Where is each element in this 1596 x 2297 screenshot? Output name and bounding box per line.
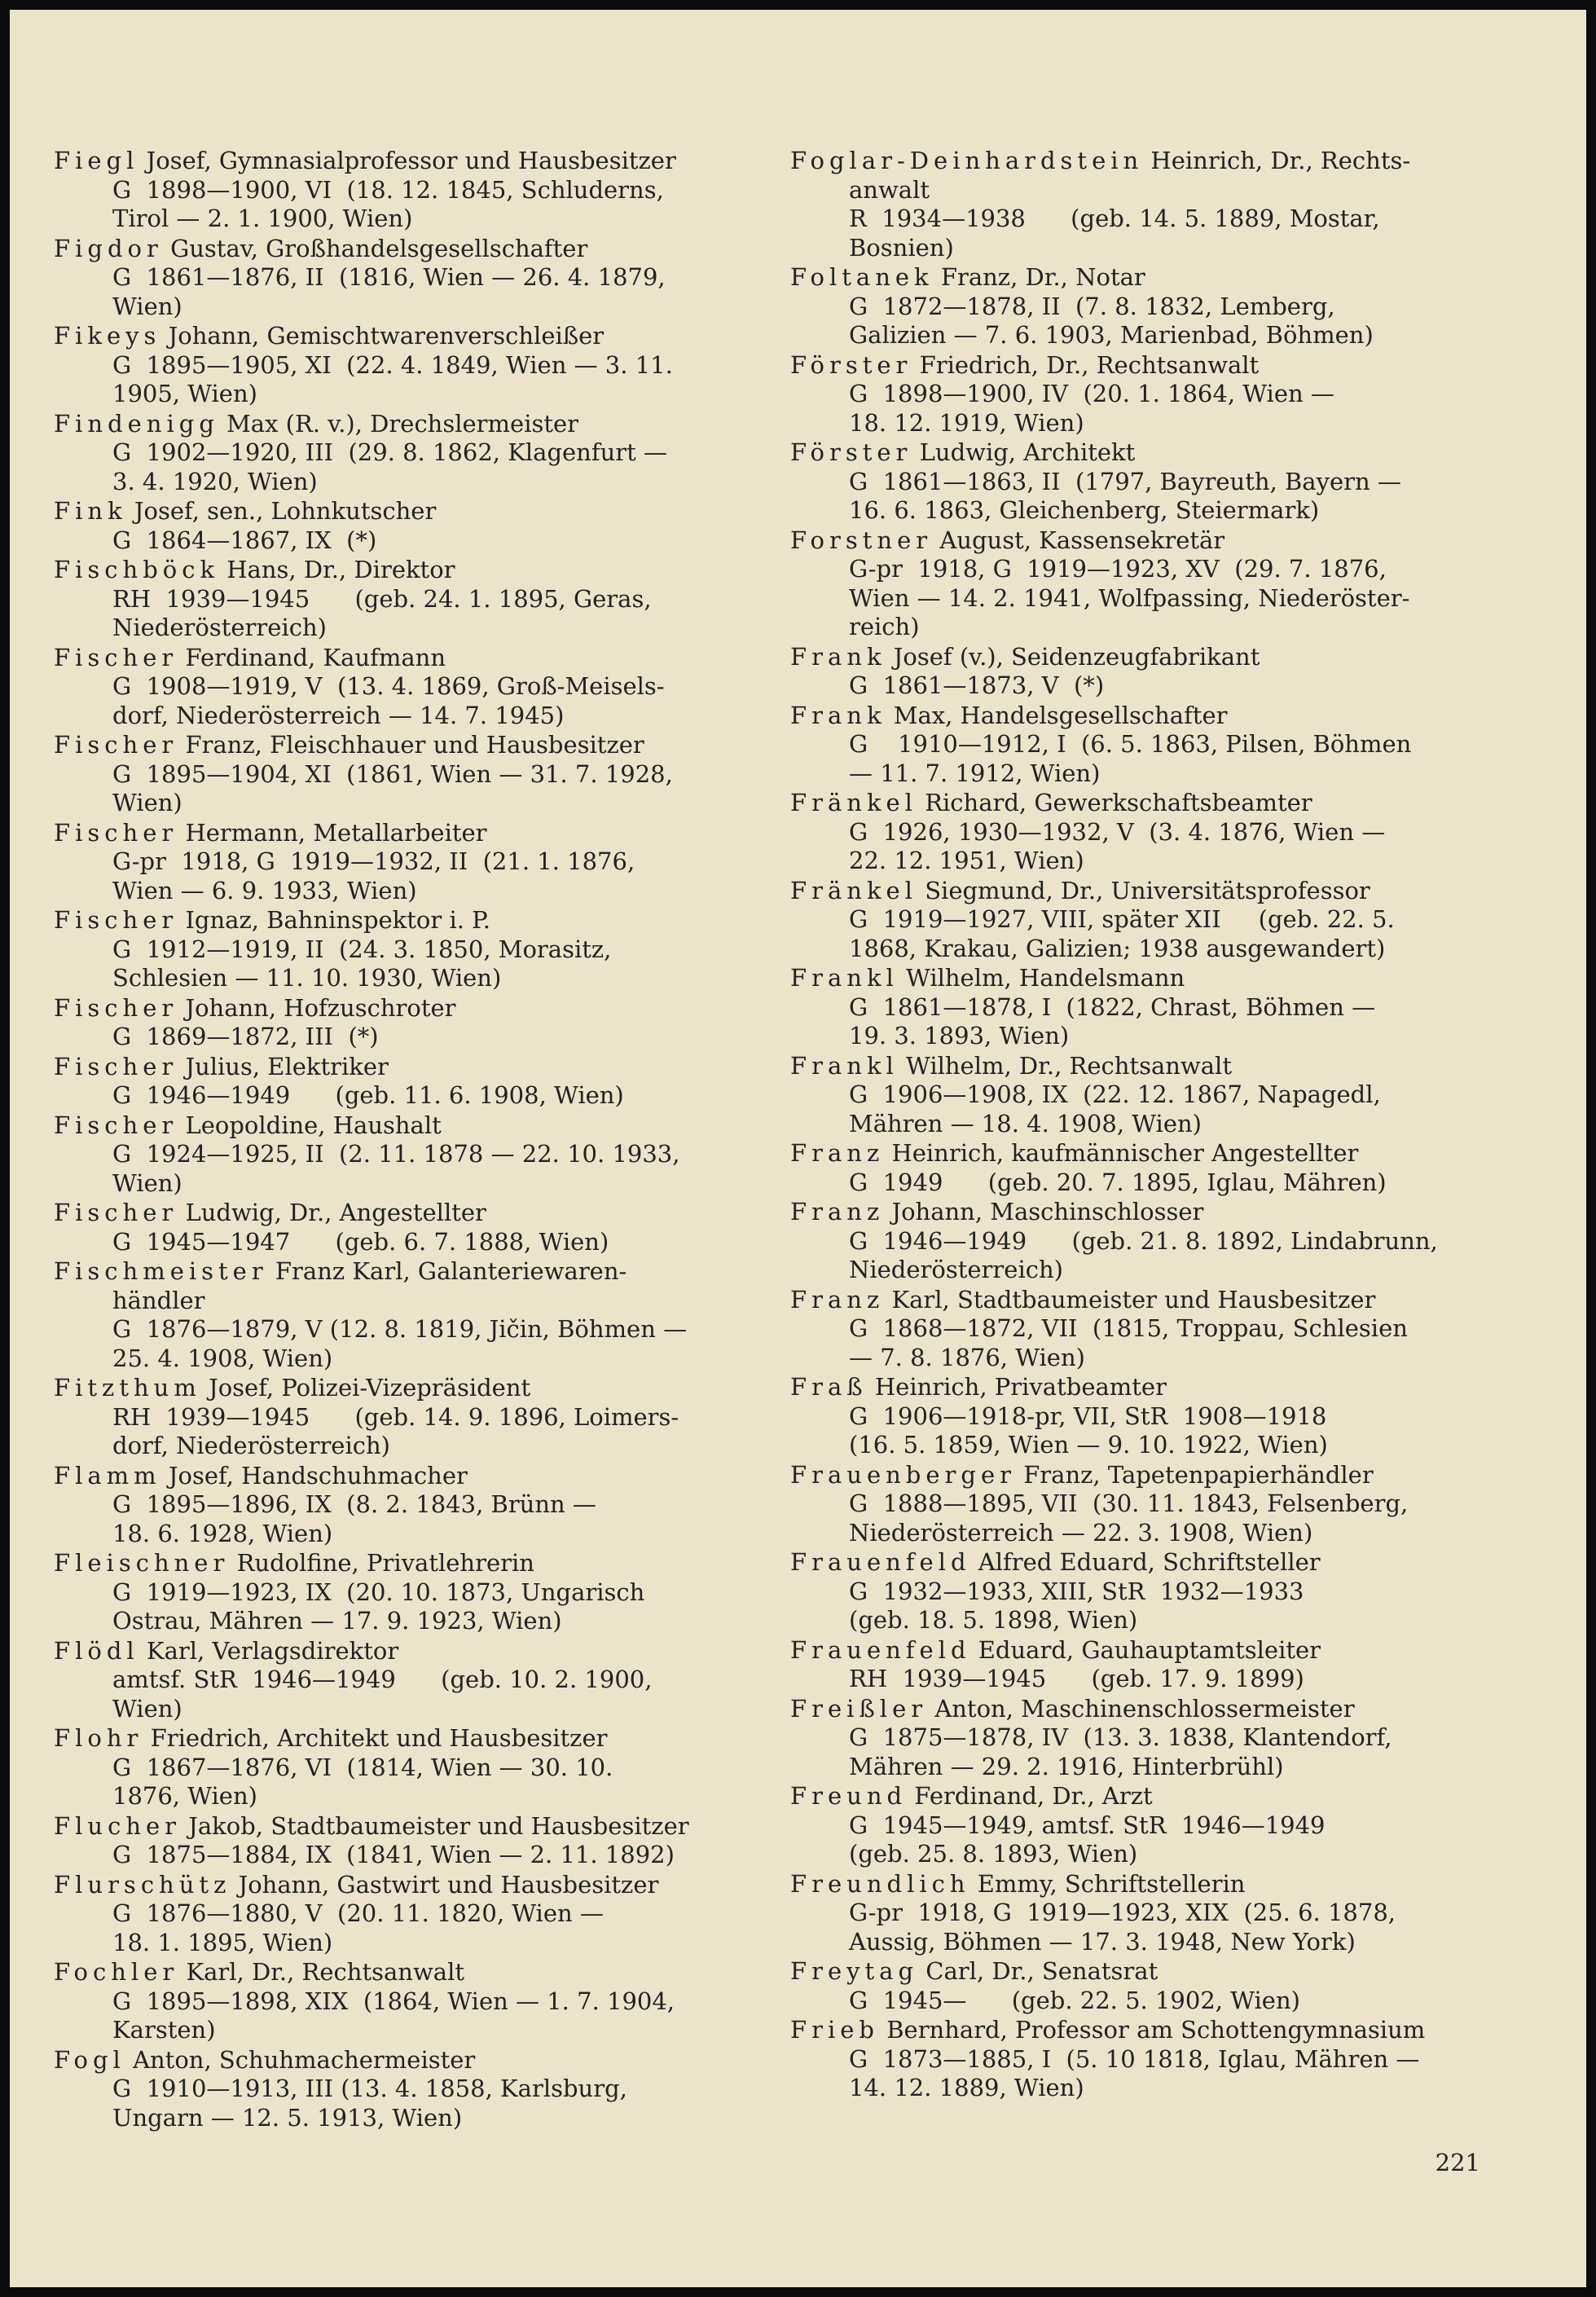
entry-surname: Flamm [54, 1461, 161, 1490]
entry-detail-line: händler [112, 1286, 205, 1314]
entry-heading [54, 731, 771, 760]
directory-entry [790, 2016, 1507, 2103]
entry-heading [54, 556, 771, 585]
entry-surname: Franz [790, 1139, 885, 1167]
directory-entry [54, 322, 771, 409]
entry-detail-line: G 1888—1895, VII (30. 11. 1843, Felsenberg, [849, 1490, 1409, 1517]
entry-description: Ferdinand, Dr., Arzt [914, 1782, 1153, 1810]
entry-heading [54, 1871, 771, 1900]
entry-detail-line: G 1873—1885, I (5. 10 1818, Iglau, Mähren — [849, 2044, 1420, 2073]
directory-entry [790, 351, 1507, 438]
entry-heading [790, 1198, 1507, 1227]
entry-detail-line: 25. 4. 1908, Wien) [112, 1344, 333, 1372]
entry-detail-line: dorf, Niederösterreich) [112, 1432, 390, 1459]
entry-detail-line: R 1934—1938 (geb. 14. 5. 1889, Mostar, [849, 205, 1380, 232]
entry-detail-line: 1876, Wien) [112, 1782, 257, 1810]
entry-detail-line: G 1861—1863, II (1797, Bayreuth, Bayern — [849, 467, 1401, 495]
entry-description: Ludwig, Architekt [919, 438, 1136, 466]
directory-entry [790, 147, 1507, 262]
entry-detail-line: G 1919—1923, IX (20. 10. 1873, Ungarisch [112, 1578, 645, 1606]
entry-description: Josef, Gymnasialprofessor und Hausbesitzer [146, 147, 676, 174]
entry-heading [54, 1958, 771, 1987]
entry-detail-line: G 1875—1884, IX (1841, Wien — 2. 11. 1892) [112, 1841, 675, 1868]
entry-surname: Fischer [54, 1111, 178, 1139]
entry-detail-line: G 1910—1913, III (13. 4. 1858, Karlsburg, [112, 2075, 627, 2102]
entry-detail-line: G 1945—1947 (geb. 6. 7. 1888, Wien) [112, 1227, 609, 1256]
entry-surname: Frank [790, 642, 886, 671]
entry-surname: Flurschütz [54, 1870, 231, 1899]
entry-surname: Fikeys [54, 322, 161, 350]
entry-detail-line: 18. 6. 1928, Wien) [112, 1519, 333, 1547]
entry-detail-line: (geb. 25. 8. 1893, Wien) [849, 1840, 1138, 1868]
entry-detail-line: RH 1939—1945 (geb. 17. 9. 1899) [849, 1665, 1304, 1692]
entry-surname: Förster [790, 350, 912, 379]
entry-detail-line: G 1908—1919, V (13. 4. 1869, Groß-Meisels- [112, 672, 665, 700]
entry-surname: Fink [54, 497, 127, 525]
entry-surname: Förster [790, 438, 912, 466]
entry-detail-line: G 1902—1920, III (29. 8. 1862, Klagenfurt — [112, 438, 668, 466]
entry-detail-line: Wien — 14. 2. 1941, Wolfpassing, Niederöster- [849, 583, 1410, 612]
entry-detail-line: Wien) [112, 1694, 182, 1723]
entry-detail-line: G-pr 1918, G 1919—1923, XV (29. 7. 1876, [849, 555, 1387, 583]
directory-entry [54, 1053, 771, 1111]
entry-detail-line: 1868, Krakau, Galizien; 1938 ausgewandert) [849, 934, 1386, 962]
entry-surname: Foglar-Deinhardstein [790, 147, 1144, 174]
entry-description: Heinrich, Dr., Rechts- [1150, 147, 1411, 174]
entry-detail-line: G 1869—1872, III (*) [112, 1023, 379, 1050]
directory-entry [790, 789, 1507, 876]
entry-surname: Fischer [54, 993, 178, 1022]
entry-surname: Fränkel [790, 876, 917, 904]
entry-description: Rudolfine, Privatlehrerin [236, 1549, 534, 1577]
entry-surname: Frank [790, 701, 886, 729]
entry-detail-line: anwalt [849, 175, 930, 204]
entry-surname: Fischer [54, 906, 178, 934]
entry-surname: Freißler [790, 1694, 928, 1723]
directory-entry [790, 1139, 1507, 1197]
entry-description: Karl, Stadtbaumeister und Hausbesitzer [891, 1285, 1376, 1314]
entry-detail-line: G 1910—1912, I (6. 5. 1863, Pilsen, Böhmen [849, 730, 1412, 758]
entry-surname: Freund [790, 1782, 908, 1810]
entry-surname: Findenigg [54, 409, 219, 438]
directory-entry [54, 731, 771, 818]
entry-surname: Flödl [54, 1636, 139, 1665]
directory-entry [790, 263, 1507, 350]
directory-entry [790, 526, 1507, 642]
entry-heading [790, 1870, 1507, 1899]
directory-entry [54, 644, 771, 731]
entry-surname: Fitzthum [54, 1374, 201, 1402]
entry-detail-line: G 1868—1872, VII (1815, Troppau, Schlesien [849, 1314, 1408, 1342]
entry-detail-line: Karsten) [112, 2016, 216, 2044]
entry-description: Julius, Elektriker [185, 1052, 389, 1080]
entry-detail-line: G 1919—1927, VIII, später XII (geb. 22. 5. [849, 905, 1395, 933]
entry-description: Heinrich, kaufmännischer Angestellter [891, 1139, 1359, 1167]
entry-heading [54, 1199, 771, 1228]
entry-detail-line: Bosnien) [849, 233, 954, 262]
entry-heading [790, 1052, 1507, 1081]
entry-detail-line: RH 1939—1945 (geb. 14. 9. 1896, Loimers- [112, 1402, 679, 1431]
entry-detail-line: Ungarn — 12. 5. 1913, Wien) [112, 2103, 463, 2132]
directory-entry [54, 556, 771, 643]
entry-detail-line: G 1895—1905, XI (22. 4. 1849, Wien — 3. 11. [112, 350, 673, 379]
entry-detail-line: — 11. 7. 1912, Wien) [849, 759, 1101, 787]
directory-entry [54, 2046, 771, 2133]
entry-description: Franz Karl, Galanteriewaren- [275, 1257, 627, 1285]
entry-surname: Freundlich [790, 1869, 970, 1898]
directory-entry [54, 1199, 771, 1256]
entry-detail-line: (16. 5. 1859, Wien — 9. 10. 1922, Wien) [849, 1431, 1328, 1459]
entry-heading [54, 1549, 771, 1578]
entry-surname: Franz [790, 1198, 885, 1226]
entry-description: Max (R. v.), Drechslermeister [226, 409, 579, 438]
entry-detail-line: Mähren — 29. 2. 1916, Hinterbrühl) [849, 1752, 1284, 1780]
directory-entry [790, 1198, 1507, 1285]
directory-entry [54, 1111, 771, 1199]
entry-detail-line: G 1861—1873, V (*) [849, 671, 1105, 699]
entry-heading [790, 526, 1507, 556]
entry-heading [54, 994, 771, 1023]
entry-heading [54, 1257, 771, 1287]
entry-description: Ludwig, Dr., Angestellter [185, 1199, 486, 1226]
entry-surname: Figdor [54, 234, 163, 262]
directory-entry [54, 1871, 771, 1958]
directory-entry [54, 1374, 771, 1461]
entry-heading [54, 1462, 771, 1491]
entry-description: Josef, Handschuhmacher [168, 1461, 468, 1490]
entry-heading [54, 497, 771, 526]
entry-detail-line: Niederösterreich — 22. 3. 1908, Wien) [849, 1518, 1313, 1547]
entry-surname: Foltanek [790, 263, 934, 291]
entry-surname: Frieb [790, 2016, 879, 2044]
entry-detail-line: G 1946—1949 (geb. 11. 6. 1908, Wien) [112, 1081, 624, 1109]
entry-surname: Fischmeister [54, 1257, 268, 1285]
entry-detail-line: G 1876—1880, V (20. 11. 1820, Wien — [112, 1899, 604, 1927]
left-column [54, 147, 771, 2133]
entry-heading [790, 1373, 1507, 1402]
entry-heading [54, 235, 771, 264]
entry-heading [790, 1461, 1507, 1490]
entry-heading [54, 1374, 771, 1403]
entry-detail-line: G 1895—1898, XIX (1864, Wien — 1. 7. 1904, [112, 1987, 675, 2015]
entry-detail-line: G 1867—1876, VI (1814, Wien — 30. 10. [112, 1753, 613, 1781]
entry-detail-line: 18. 1. 1895, Wien) [112, 1928, 333, 1956]
entry-surname: Forstner [790, 526, 933, 554]
entry-heading [790, 1139, 1507, 1168]
entry-heading [54, 1637, 771, 1666]
entry-description: Franz, Dr., Notar [940, 263, 1145, 291]
entry-detail-line: Ostrau, Mähren — 17. 9. 1923, Wien) [112, 1607, 562, 1635]
entry-description: Ignaz, Bahninspektor i. P. [185, 906, 491, 934]
entry-detail-line: G 1932—1933, XIII, StR 1932—1933 [849, 1577, 1304, 1605]
entry-surname: Fränkel [790, 789, 917, 816]
entry-detail-line: G-pr 1918, G 1919—1932, II (21. 1. 1876, [112, 847, 635, 875]
entry-surname: Fischer [54, 1199, 178, 1226]
entry-description: Ferdinand, Kaufmann [185, 643, 446, 671]
entry-detail-line: G 1895—1904, XI (1861, Wien — 31. 7. 1928, [112, 759, 673, 788]
entry-heading [54, 1724, 771, 1754]
entry-detail-line: G 1861—1878, I (1822, Chrast, Böhmen — [849, 992, 1376, 1021]
directory-entry [54, 1812, 771, 1870]
entry-description: Leopoldine, Haushalt [185, 1111, 442, 1139]
entry-heading [54, 1111, 771, 1141]
entry-surname: Freytag [790, 1957, 919, 1985]
directory-entry [790, 1957, 1507, 2015]
directory-entry [790, 1636, 1507, 1694]
entry-description: August, Kassensekretär [939, 526, 1225, 554]
directory-entry [54, 1257, 771, 1373]
directory-entry [54, 1958, 771, 2045]
entry-detail-line: 22. 12. 1951, Wien) [849, 847, 1084, 874]
entry-detail-line: G 1949 (geb. 20. 7. 1895, Iglau, Mähren) [849, 1168, 1387, 1196]
entry-description: Anton, Schuhmachermeister [133, 2045, 476, 2074]
entry-heading [54, 644, 771, 673]
directory-entry [54, 819, 771, 906]
entry-description: Hans, Dr., Direktor [226, 556, 455, 583]
entry-description: Johann, Hofzuschroter [185, 993, 456, 1022]
entry-description: Eduard, Gauhauptamtsleiter [978, 1635, 1321, 1664]
entry-heading [790, 438, 1507, 468]
entry-detail-line: 18. 12. 1919, Wien) [849, 408, 1084, 437]
entry-description: Josef, sen., Lohnkutscher [134, 497, 437, 525]
entry-description: Friedrich, Dr., Rechtsanwalt [919, 350, 1260, 379]
directory-entry [790, 1782, 1507, 1869]
entry-surname: Flohr [54, 1724, 143, 1752]
entry-detail-line: RH 1939—1945 (geb. 24. 1. 1895, Geras, [112, 584, 652, 613]
entry-detail-line: G-pr 1918, G 1919—1923, XIX (25. 6. 1878, [849, 1899, 1396, 1926]
entry-description: Franz, Tapetenpapierhändler [1023, 1460, 1374, 1489]
entry-heading [54, 410, 771, 439]
entry-description: Wilhelm, Dr., Rechtsanwalt [906, 1051, 1232, 1080]
entry-detail-line: 16. 6. 1863, Gleichenberg, Steiermark) [849, 496, 1320, 524]
directory-entry [790, 643, 1507, 701]
directory-entry [790, 1052, 1507, 1139]
directory-entry [54, 1549, 771, 1636]
entry-detail-line: Galizien — 7. 6. 1903, Marienbad, Böhmen) [849, 321, 1374, 349]
entry-surname: Frankl [790, 1051, 899, 1080]
directory-entry [790, 1695, 1507, 1782]
entry-surname: Fochler [54, 1958, 179, 1986]
entry-description: Johann, Gastwirt und Hausbesitzer [238, 1870, 659, 1899]
entry-description: Jakob, Stadtbaumeister und Hausbesitzer [188, 1811, 689, 1840]
entry-detail-line: Tirol — 2. 1. 1900, Wien) [112, 205, 413, 232]
entry-surname: Fraß [790, 1373, 868, 1401]
entry-surname: Fischer [54, 818, 178, 847]
entry-heading [790, 643, 1507, 672]
entry-detail-line: G 1876—1879, V (12. 8. 1819, Jičin, Böhmen — [112, 1315, 688, 1343]
entry-heading [790, 877, 1507, 906]
entry-detail-line: Niederösterreich) [849, 1256, 1063, 1283]
entry-detail-line: Aussig, Böhmen — 17. 3. 1948, New York) [849, 1927, 1356, 1956]
directory-entry [54, 497, 771, 555]
entry-detail-line: Wien — 6. 9. 1933, Wien) [112, 876, 417, 904]
entry-heading [54, 906, 771, 935]
directory-entry [790, 877, 1507, 964]
entry-detail-line: G 1898—1900, VI (18. 12. 1845, Schluderns, [112, 175, 664, 204]
entry-surname: Fischböck [54, 556, 220, 583]
entry-description: Karl, Dr., Rechtsanwalt [186, 1958, 465, 1986]
directory-entry [790, 702, 1507, 789]
entry-description: Max, Handelsgesellschafter [893, 701, 1228, 729]
entry-heading [790, 1695, 1507, 1724]
entry-detail-line: G 1861—1876, II (1816, Wien — 26. 4. 1879, [112, 263, 666, 291]
entry-detail-line: G 1945— (geb. 22. 5. 1902, Wien) [849, 1986, 1300, 2014]
entry-description: Emmy, Schriftstellerin [977, 1869, 1246, 1898]
entry-description: Karl, Verlagsdirektor [146, 1636, 399, 1665]
entry-detail-line: dorf, Niederösterreich — 14. 7. 1945) [112, 701, 565, 729]
entry-surname: Fischer [54, 731, 178, 759]
entry-description: Friedrich, Architekt und Hausbesitzer [150, 1724, 608, 1752]
entry-detail-line: Mähren — 18. 4. 1908, Wien) [849, 1109, 1202, 1137]
page-number: 221 [1435, 2149, 1480, 2176]
entry-heading [54, 147, 771, 176]
entry-heading [54, 819, 771, 848]
entry-heading [790, 1548, 1507, 1578]
directory-entry [790, 1461, 1507, 1548]
entry-surname: Fiegl [54, 147, 139, 174]
entry-heading [54, 1053, 771, 1082]
entry-surname: Frankl [790, 964, 899, 992]
entry-heading [790, 147, 1507, 176]
entry-surname: Franz [790, 1285, 885, 1314]
entry-detail-line: G 1945—1949, amtsf. StR 1946—1949 [849, 1811, 1326, 1839]
entry-description: Hermann, Metallarbeiter [185, 818, 487, 847]
directory-entry [790, 1286, 1507, 1373]
directory-entry [54, 994, 771, 1052]
entry-description: Anton, Maschinenschlossermeister [934, 1694, 1355, 1723]
entry-detail-line: Wien) [112, 789, 182, 816]
entry-heading [790, 1636, 1507, 1666]
entry-detail-line: Wien) [112, 1168, 182, 1197]
directory-entry [790, 1373, 1507, 1460]
entry-detail-line: G 1898—1900, IV (20. 1. 1864, Wien — [849, 380, 1334, 407]
entry-heading [54, 1812, 771, 1842]
entry-surname: Fischer [54, 1052, 178, 1080]
entry-heading [790, 1782, 1507, 1811]
entry-detail-line: G 1895—1896, IX (8. 2. 1843, Brünn — [112, 1490, 596, 1518]
entry-detail-line: — 7. 8. 1876, Wien) [849, 1343, 1085, 1371]
entry-description: Josef (v.), Seidenzeugfabrikant [893, 642, 1260, 671]
directory-entry [54, 1724, 771, 1811]
entry-detail-line: Schlesien — 11. 10. 1930, Wien) [112, 964, 502, 992]
entry-description: Franz, Fleischhauer und Hausbesitzer [185, 731, 644, 759]
entry-description: Johann, Maschinschlosser [891, 1198, 1204, 1226]
entry-description: Heinrich, Privatbeamter [874, 1373, 1167, 1401]
entry-surname: Flucher [54, 1811, 182, 1840]
entry-heading [790, 702, 1507, 731]
entry-detail-line: G 1875—1878, IV (13. 3. 1838, Klantendorf, [849, 1723, 1392, 1751]
entry-description: Siegmund, Dr., Universitätsprofessor [925, 876, 1370, 904]
directory-entry [790, 964, 1507, 1051]
directory-entry [54, 1637, 771, 1724]
entry-description: Gustav, Großhandelsgesellschafter [170, 234, 588, 262]
entry-surname: Fleischner [54, 1549, 230, 1577]
entry-heading [54, 2046, 771, 2075]
entry-heading [790, 964, 1507, 993]
entry-detail-line: G 1946—1949 (geb. 21. 8. 1892, Lindabrunn, [849, 1226, 1438, 1255]
entry-heading [790, 1957, 1507, 1987]
entry-detail-line: G 1926, 1930—1932, V (3. 4. 1876, Wien — [849, 817, 1386, 846]
directory-entry [790, 1870, 1507, 1957]
entry-description: Richard, Gewerkschaftsbeamter [925, 789, 1312, 816]
entry-detail-line: (geb. 18. 5. 1898, Wien) [849, 1606, 1138, 1634]
right-column [790, 147, 1507, 2104]
entry-detail-line: G 1906—1908, IX (22. 12. 1867, Napagedl, [849, 1080, 1381, 1108]
entry-detail-line: Niederösterreich) [112, 614, 327, 641]
entry-heading [790, 263, 1507, 293]
entry-detail-line: 14. 12. 1889, Wien) [849, 2074, 1084, 2101]
entry-description: Alfred Eduard, Schriftsteller [978, 1548, 1321, 1576]
directory-entry [54, 906, 771, 993]
entry-description: Bernhard, Professor am Schottengymnasium [886, 2016, 1426, 2044]
entry-detail-line: Wien) [112, 292, 182, 320]
entry-detail-line: G 1912—1919, II (24. 3. 1850, Morasitz, [112, 935, 612, 963]
directory-entry [54, 147, 771, 234]
entry-detail-line: G 1864—1867, IX (*) [112, 526, 377, 554]
entry-surname: Frauenfeld [790, 1635, 971, 1664]
entry-heading [790, 789, 1507, 818]
entry-surname: Frauenfeld [790, 1548, 971, 1576]
entry-detail-line: reich) [849, 613, 920, 640]
entry-description: Carl, Dr., Senatsrat [926, 1957, 1159, 1985]
entry-surname: Fogl [54, 2045, 125, 2074]
entry-heading [790, 351, 1507, 381]
entry-detail-line: G 1906—1918-pr, VII, StR 1908—1918 [849, 1402, 1327, 1430]
entry-detail-line: 3. 4. 1920, Wien) [112, 467, 318, 495]
entry-detail-line: 19. 3. 1893, Wien) [849, 1022, 1070, 1049]
entry-detail-line: G 1872—1878, II (7. 8. 1832, Lemberg, [849, 292, 1335, 320]
directory-entry [54, 1462, 771, 1549]
entry-detail-line: amtsf. StR 1946—1949 (geb. 10. 2. 1900, [112, 1666, 653, 1693]
entry-description: Johann, Gemischtwarenverschleißer [168, 322, 605, 350]
directory-entry [54, 410, 771, 497]
directory-entry [790, 1548, 1507, 1635]
entry-surname: Frauenberger [790, 1460, 1016, 1489]
entry-detail-line: G 1924—1925, II (2. 11. 1878 — 22. 10. 1933, [112, 1140, 680, 1168]
entry-heading [790, 1286, 1507, 1315]
directory-entry [790, 438, 1507, 526]
entry-description: Wilhelm, Handelsmann [906, 964, 1185, 992]
entry-description: Josef, Polizei-Vizepräsident [209, 1374, 531, 1402]
entry-heading [790, 2016, 1507, 2045]
entry-surname: Fischer [54, 643, 178, 671]
entry-heading [54, 322, 771, 351]
directory-entry [54, 235, 771, 322]
entry-detail-line: 1905, Wien) [112, 380, 257, 407]
